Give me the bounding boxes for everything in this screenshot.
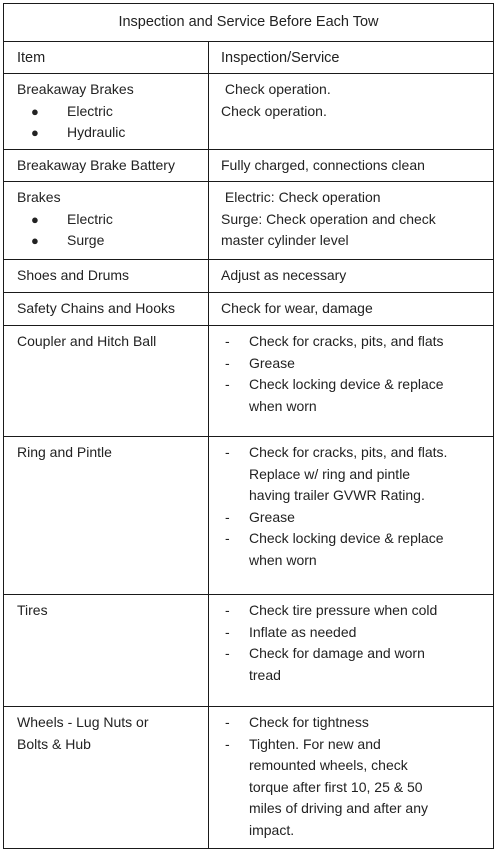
header-row [4,42,493,74]
service-text: Surge: Check operation and check [221,210,436,227]
sub-item: ● Surge [17,230,208,252]
item-label: Bolts & Hub [17,735,91,752]
bullet-icon: ● [31,233,39,249]
service-text: master cylinder level [221,232,349,249]
dash-icon: - [225,333,230,349]
table-row [4,437,493,595]
dash-icon: - [225,376,230,393]
list-item: - Grease [221,353,485,375]
table-row [4,150,493,182]
table-row [4,182,493,260]
table-row [4,293,493,326]
dash-icon: - [225,735,230,752]
item-label: Coupler and Hitch Ball [17,333,157,349]
sub-item: ● Hydraulic [17,122,208,144]
item-label: Shoes and Drums [17,267,130,283]
service-text: Check operation. [221,102,327,119]
service-text: Electric: Check operation [221,189,381,205]
service-text: Fully charged, connections clean [221,157,425,173]
bullet-icon: ● [31,103,39,119]
table-row [4,260,493,293]
list-item: - Tighten. For new and remounted wheels, check torque after first 10, 25 & 50 miles of driving and after any impact. [225,735,428,838]
bullet-icon: ● [31,211,39,227]
list-item: - Check for cracks, pits, and flats [221,331,485,353]
sub-item: ● Electric [17,101,208,123]
table-title: Inspection and Service Before Each Tow [4,4,493,42]
list-item: - Check locking device & replace when worn [225,376,444,414]
dash-icon: - [225,354,230,371]
dash-icon: - [225,714,230,730]
item-label: Breakaway Brakes [17,81,134,97]
service-column-header: Inspection/Service [221,50,340,66]
list-item: - Check for damage and worn tread [225,645,425,683]
list-item: - Check for cracks, pits, and flats. Replace w/ ring and pintle having trailer GVWR Rating. [225,444,448,504]
dash-icon: - [225,530,230,547]
service-text: Check operation. [221,81,331,97]
item-label: Ring and Pintle [17,444,112,460]
table-row [4,595,493,707]
table-row [4,74,493,150]
dash-icon: - [225,645,230,662]
inspection-table [3,3,494,849]
item-label: Tires [17,602,48,618]
dash-icon: - [225,623,230,640]
item-label: Breakaway Brake Battery [17,157,175,173]
bullet-icon: ● [31,125,39,141]
dash-icon: - [225,444,230,460]
table-row [4,707,493,848]
list-item: - Check tire pressure when cold [221,600,485,622]
dash-icon: - [225,602,230,618]
list-item: - Inflate as needed [221,622,485,644]
item-column-header: Item [17,50,46,66]
sub-item: ● Electric [17,209,208,231]
item-label: Safety Chains and Hooks [17,300,175,316]
list-item: - Grease [221,507,485,529]
dash-icon: - [225,508,230,525]
list-item: - Check locking device & replace when worn [225,530,444,568]
service-text: Check for wear, damage [221,300,373,316]
table-row [4,326,493,437]
list-item: - Check for tightness [221,712,485,734]
item-label: Brakes [17,189,61,205]
item-label: Wheels - Lug Nuts or [17,714,149,730]
service-text: Adjust as necessary [221,267,347,283]
